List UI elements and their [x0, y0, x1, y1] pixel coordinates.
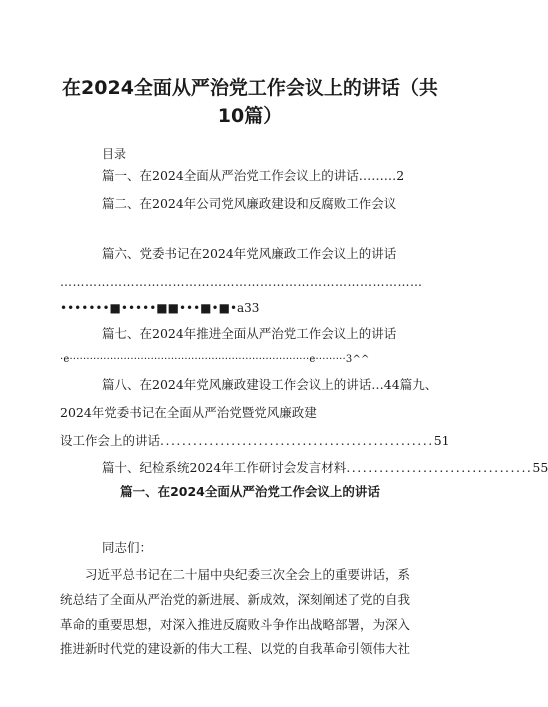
paragraph-line: 推进新时代党的建设新的伟大工程、以党的自我革命引领伟大社	[60, 641, 411, 657]
section-title: 篇一、在2024全面从严治党工作会议上的讲话	[120, 484, 380, 499]
toc-item-9[interactable]: 2024年党委书记在全面从严治党暨党风廉政建	[60, 405, 317, 420]
body-paragraph	[60, 563, 438, 662]
toc-item-10-text: 篇十、纪检系统2024年工作研讨会发言材料	[102, 460, 347, 475]
toc-item-6-page-ref: •••••••■•••••■■•••■•■•a33	[60, 301, 260, 315]
toc-item-7-page-ref: ·e·······································································e·········3^^	[60, 354, 370, 365]
toc-item-9-continuation-text: 设工作会上的讲话	[60, 433, 161, 448]
paragraph-line: 统总结了全面从严治党的新进展、新成效，深刻阐述了党的自我	[60, 591, 411, 607]
paragraph-line: 习近平总书记在二十届中央纪委三次全会上的重要讲话，系	[85, 567, 411, 582]
toc-item-8[interactable]: 篇八、在2024年党风廉政建设工作会议上的讲话…44篇九、	[102, 377, 438, 392]
paragraph-line: 革命的重要思想，对深入推进反腐败斗争作出战略部署，为深入	[60, 616, 411, 632]
toc-item-10-dot-leader: ..................................	[346, 460, 533, 475]
toc-item-9-continuation	[60, 433, 450, 449]
document-title-line-2: 10篇）	[217, 105, 283, 127]
toc-item-10-page-number: 55	[532, 460, 548, 475]
toc-item-9-dot-leader: ..................................................	[160, 433, 434, 448]
toc-item-6-dot-leader: ……………………………………………………………………………	[60, 275, 423, 289]
greeting: 同志们：	[102, 540, 153, 555]
toc-item-7[interactable]: 篇七、在2024年推进全面从严治党工作会议上的讲话	[102, 326, 397, 341]
toc-item-10[interactable]	[102, 460, 548, 476]
toc-heading: 目录	[102, 147, 127, 161]
document-title-line-1: 在2024全面从严治党工作会议上的讲话（共	[62, 77, 438, 99]
toc-item-2[interactable]: 篇二、在2024年公司党风廉政建设和反腐败工作会议	[102, 196, 397, 211]
toc-item-6[interactable]: 篇六、党委书记在2024年党风廉政工作会议上的讲话	[102, 246, 397, 261]
toc-item-1[interactable]: 篇一、在2024全面从严治党工作会议上的讲话………2	[102, 168, 405, 183]
toc-item-9-page-number: 51	[433, 433, 450, 448]
